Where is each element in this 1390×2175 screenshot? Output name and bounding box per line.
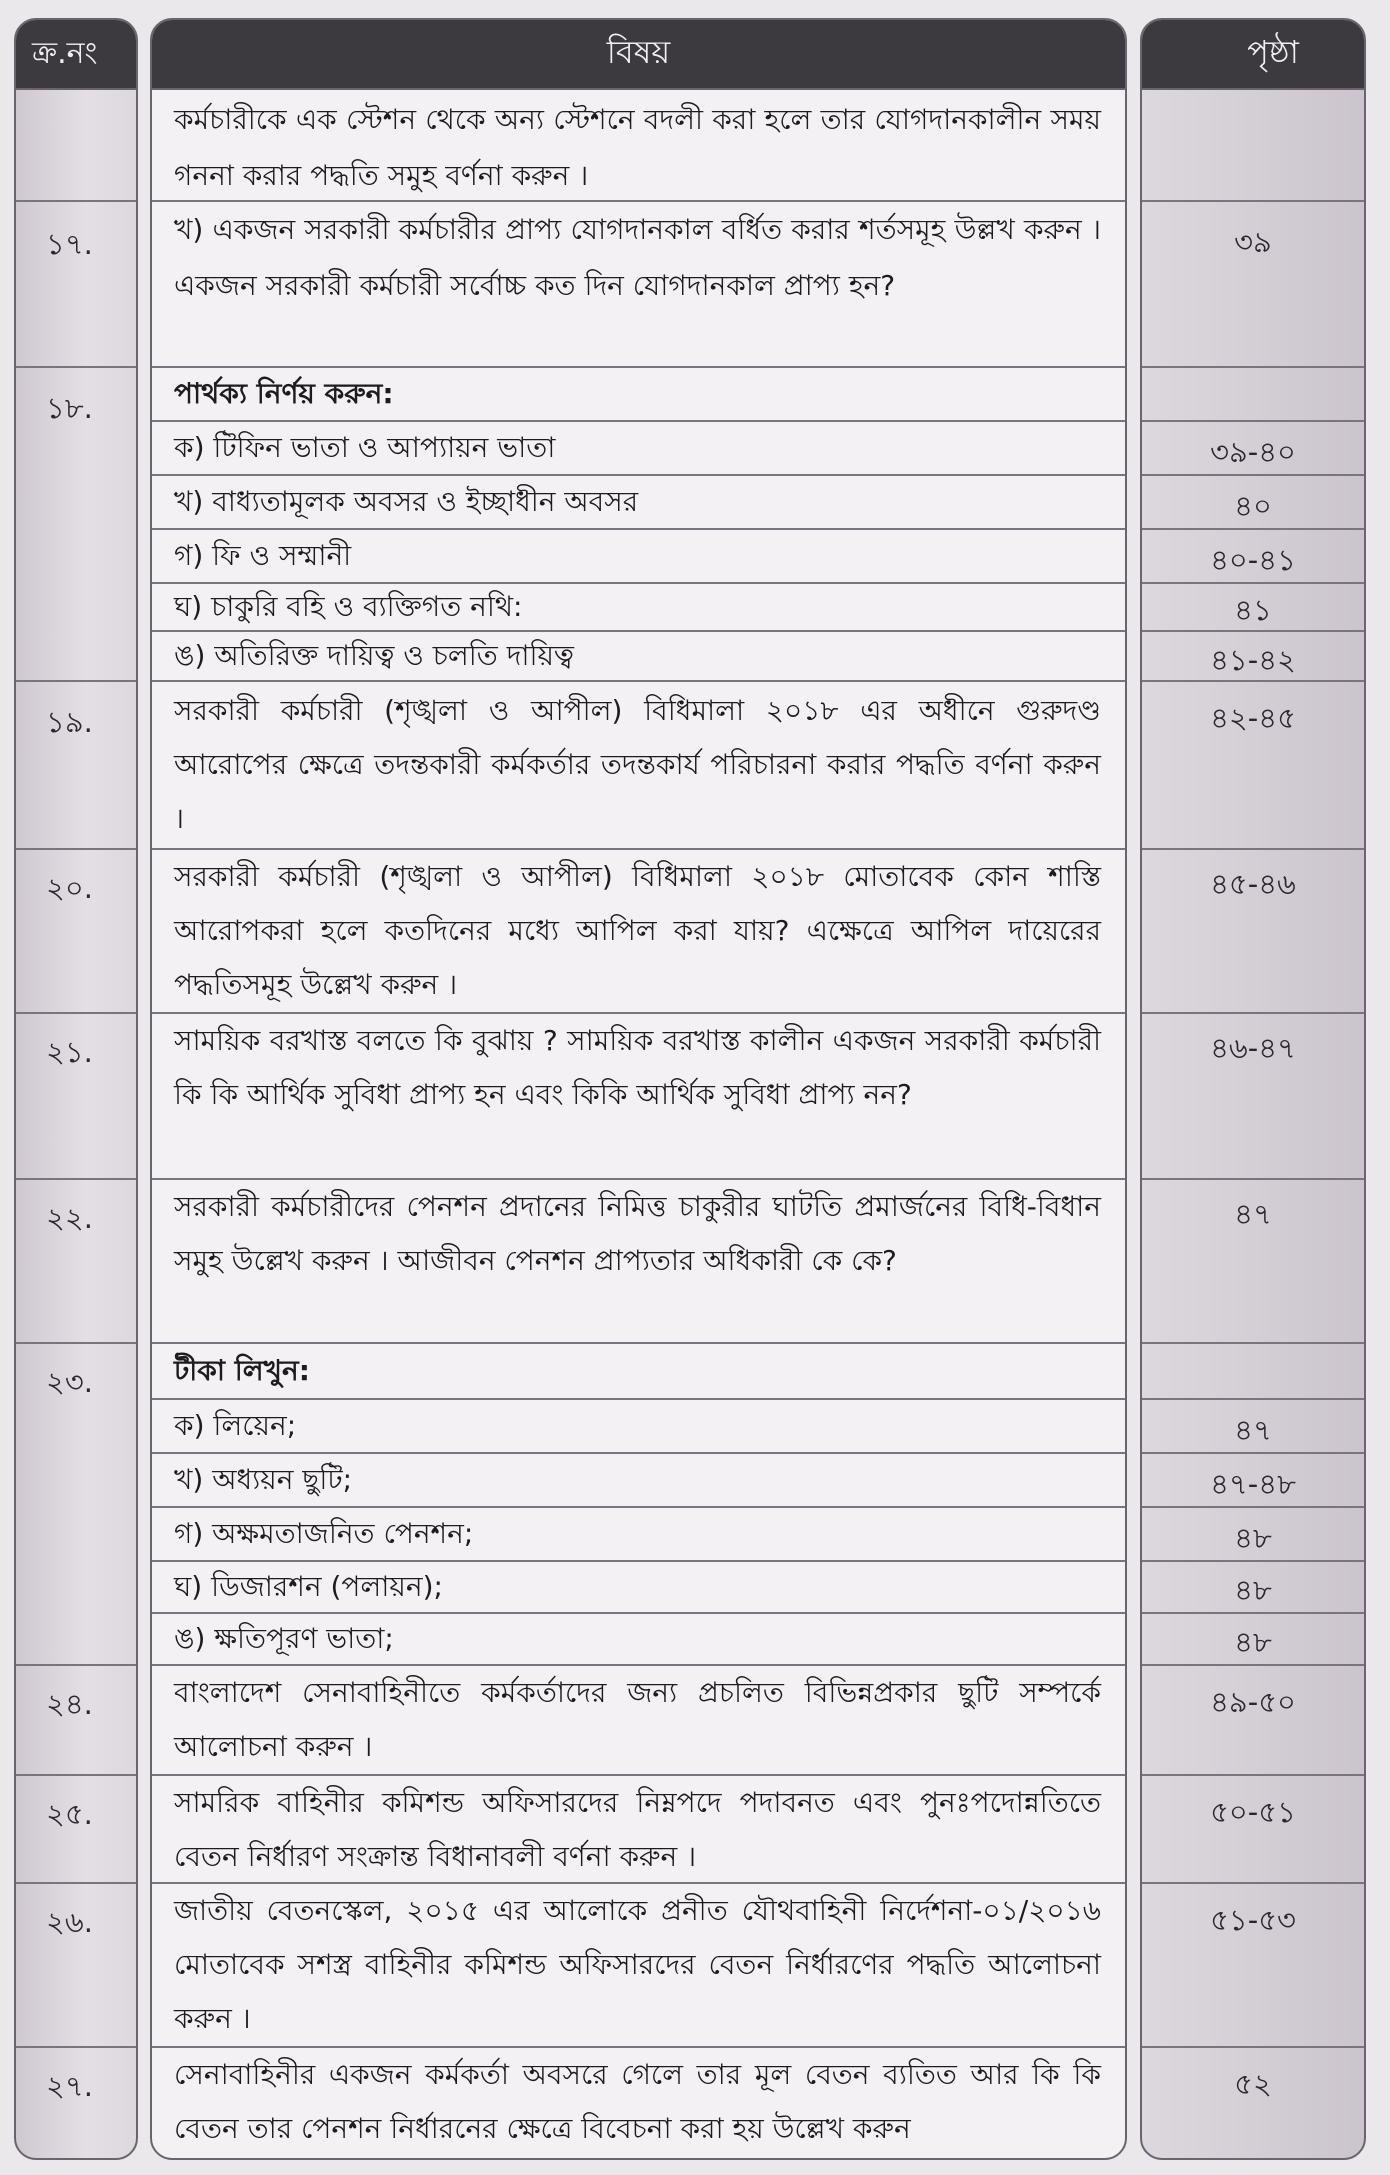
subject-text: খ) বাধ্যতামূলক অবসর ও ইচ্ছাধীন অবসর <box>174 485 639 518</box>
subject-text: ক) টিফিন ভাতা ও আপ্যায়ন ভাতা <box>174 431 556 464</box>
row-divider <box>1142 1012 1364 1014</box>
subject-text: কর্মচারীকে এক স্টেশন থেকে অন্য স্টেশনে বদলী করা হলে তার যোগদানকালীন সময় গননা করার পদ্ধতি সমুহ বর্ণনা করুন । <box>174 103 1101 192</box>
page-column <box>1140 18 1366 2160</box>
row-divider <box>16 848 136 850</box>
subject-text: ঘ) ডিজারশন (পলায়ন); <box>174 1570 443 1603</box>
serial-header: ক্র.নং <box>16 20 136 90</box>
serial-number: ২০. <box>46 871 93 905</box>
page-number: ৩৯ <box>1234 225 1272 259</box>
row-divider <box>1142 366 1364 368</box>
page-number: ৪৬-৪৭ <box>1210 1031 1296 1065</box>
serial-number: ২৭. <box>46 2069 93 2103</box>
row-divider <box>16 200 136 202</box>
subject-heading: টীকা লিখুন: <box>174 1354 310 1387</box>
page-number: ৫১-৫৩ <box>1210 1903 1296 1937</box>
subject-text: সামরিক বাহিনীর কমিশন্ড অফিসারদের নিম্নপদে পদাবনত এবং পুনঃপদোন্নতিতে বেতন নির্ধারণ সংক্রান্ত বিধানাবলী বর্ণনা করুন । <box>174 1786 1101 1873</box>
subject-text: সরকারী কর্মচারীদের পেনশন প্রদানের নিমিত্ত চাকুরীর ঘাটতি প্রমার্জনের বিধি-বিধান সমুহ উল্লেখ করুন । আজীবন পেনশন প্রাপ্যতার অধিকারী কে কে? <box>174 1190 1101 1277</box>
page-number: ৩৯-৪০ <box>1210 435 1296 469</box>
serial-number: ২২. <box>46 1201 93 1235</box>
subject-text: বাংলাদেশ সেনাবাহিনীতে কর্মকর্তাদের জন্য প্রচলিত বিভিন্নপ্রকার ছুটি সম্পর্কে আলোচনা করুন । <box>174 1676 1101 1763</box>
subject-text: সাময়িক বরখাস্ত বলতে কি বুঝায় ? সাময়িক বরখাস্ত কালীন একজন সরকারী কর্মচারী কি কি আর্থিক সুবিধা প্রাপ্য হন এবং কিকি আর্থিক সুবিধা প্রাপ্য নন? <box>174 1024 1101 1111</box>
row-divider <box>1142 420 1364 422</box>
row-divider <box>16 1882 136 1884</box>
page-number: ৪৯-৫০ <box>1210 1685 1296 1719</box>
row-divider <box>16 1342 136 1344</box>
page-number: ৪৮ <box>1234 1521 1272 1555</box>
page-number: ৪১-৪২ <box>1210 643 1296 677</box>
page-number: ৪২-৪৫ <box>1210 701 1296 735</box>
subject-text: ঙ) অতিরিক্ত দায়িত্ব ও চলতি দায়িত্ব <box>174 639 574 672</box>
row-divider <box>16 2046 136 2048</box>
subject-text: খ) একজন সরকারী কর্মচারীর প্রাপ্য যোগদানকাল বর্ধিত করার শর্তসমূহ উল্লখ করুন । একজন সরকারী কর্মচারী সর্বোচ্চ কত দিন যোগদানকাল প্রাপ্য হন? <box>174 213 1101 302</box>
page-number: ৫০-৫১ <box>1210 1795 1296 1829</box>
row-divider <box>1142 848 1364 850</box>
serial-number: ২৫. <box>46 1797 93 1831</box>
row-divider <box>1142 2046 1364 2048</box>
serial-number: ২৪. <box>46 1687 93 1721</box>
page-number: ৪৭ <box>1234 1197 1272 1231</box>
subject-text: খ) অধ্যয়ন ছুটি; <box>174 1463 353 1496</box>
page-number: ৪৭-৪৮ <box>1210 1467 1296 1501</box>
row-divider <box>152 680 1125 682</box>
row-divider <box>1142 1342 1364 1344</box>
row-divider <box>16 680 136 682</box>
subject-text: সেনাবাহিনীর একজন কর্মকর্তা অবসরে গেলে তার মূল বেতন ব্যতিত আর কি কি বেতন তার পেনশন নির্ধারনের ক্ষেত্রে বিবেচনা করা হয় উল্লেখ করুন <box>174 2058 1101 2145</box>
serial-number: ২১. <box>46 1035 93 1069</box>
page-number: ৪০ <box>1234 489 1272 523</box>
subject-text: সরকারী কর্মচারী (শৃঙ্খলা ও আপীল) বিধিমালা ২০১৮ মোতাবেক কোন শাস্তি আরোপকরা হলে কতদিনের মধ্যে আপিল করা যায়? এক্ষেত্রে আপিল দায়েরের পদ্ধতিসমূহ উল্লেখ করুন । <box>174 860 1101 1001</box>
subject-text: গ) অক্ষমতাজনিত পেনশন; <box>174 1517 474 1550</box>
page-number: ৫২ <box>1234 2067 1272 2101</box>
serial-number: ১৭. <box>46 227 93 261</box>
subject-text: জাতীয় বেতনস্কেল, ২০১৫ এর আলোকে প্রনীত যৌথবাহিনী নির্দেশনা-০১/২০১৬ মোতাবেক সশস্ত্র বাহিনীর কমিশন্ড অফিসারদের বেতন নির্ধারণের পদ্ধতি আলোচনা করুন । <box>174 1894 1101 2035</box>
subject-text: সরকারী কর্মচারী (শৃঙ্খলা ও আপীল) বিধিমালা ২০১৮ এর অধীনে গুরুদণ্ড আরোপের ক্ষেত্রে তদন্তকারী কর্মকর্তার তদন্তকার্য পরিচারনা করার পদ্ধতি বর্ণনা করুন । <box>174 694 1101 835</box>
serial-column <box>14 18 138 2160</box>
subject-header: বিষয় <box>152 20 1125 90</box>
page-header: পৃষ্ঠা <box>1142 20 1364 90</box>
subject-column <box>150 18 1127 2160</box>
row-divider <box>1142 1774 1364 1776</box>
row-divider <box>1142 1882 1364 1884</box>
row-divider <box>16 366 136 368</box>
row-divider <box>16 1178 136 1180</box>
subject-text: ঙ) ক্ষতিপূরণ ভাতা; <box>174 1622 394 1655</box>
row-divider <box>16 1664 136 1666</box>
page-number: ৪৮ <box>1234 1625 1272 1659</box>
row-divider <box>1142 1398 1364 1400</box>
serial-number: ২৩. <box>46 1365 93 1399</box>
serial-number: ১৯. <box>46 705 93 739</box>
page-number: ৪১ <box>1234 593 1272 627</box>
subject-text: ক) লিয়েন; <box>174 1409 297 1442</box>
subject-text: ঘ) চাকুরি বহি ও ব্যক্তিগত নথি: <box>174 590 523 623</box>
subject-heading: পার্থক্য নির্ণয় করুন: <box>174 377 394 410</box>
page-number: ৪৭ <box>1234 1413 1272 1447</box>
row-divider <box>16 1012 136 1014</box>
page-number: ৪৫-৪৬ <box>1210 867 1296 901</box>
row-divider <box>1142 200 1364 202</box>
subject-text: গ) ফি ও সম্মানী <box>174 539 352 572</box>
row-divider <box>1142 1178 1364 1180</box>
row-divider <box>16 1774 136 1776</box>
page-number: ৪০-৪১ <box>1210 543 1296 577</box>
serial-number: ২৬. <box>46 1905 93 1939</box>
page-number: ৪৮ <box>1234 1573 1272 1607</box>
serial-number: ১৮. <box>46 391 93 425</box>
